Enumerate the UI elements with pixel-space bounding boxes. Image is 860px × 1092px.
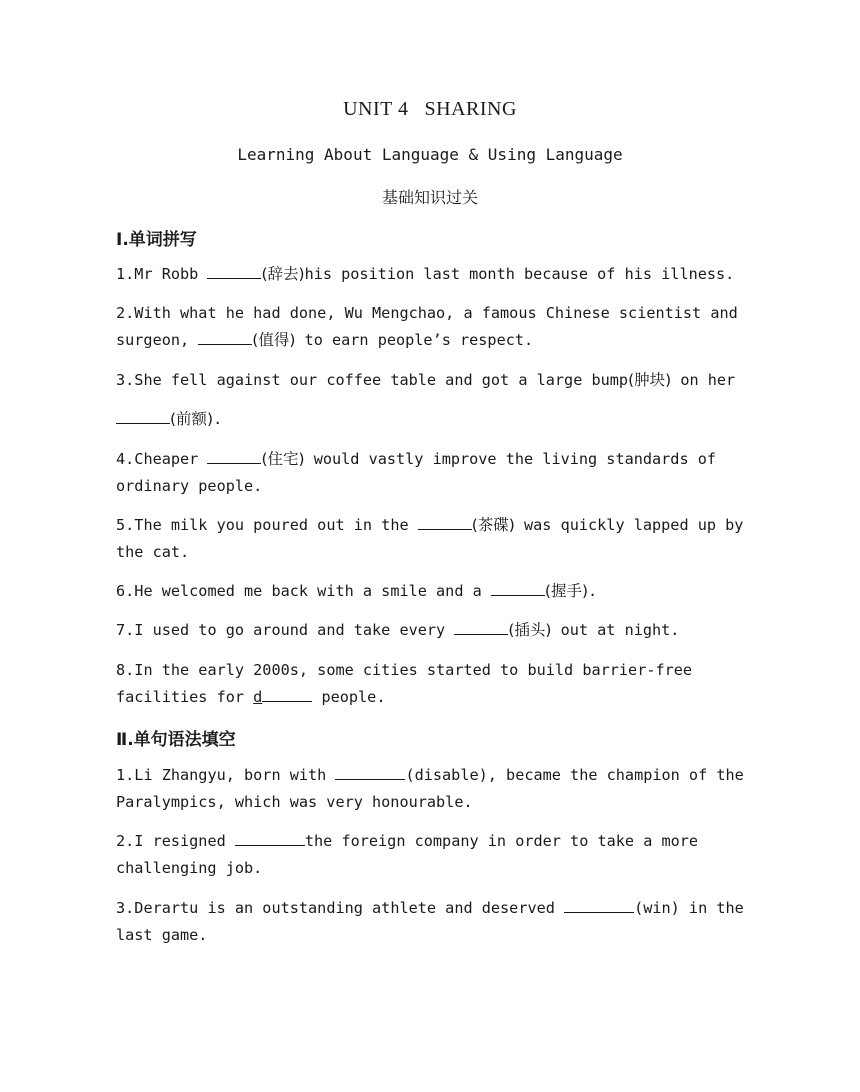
answer-blank[interactable] xyxy=(335,764,405,780)
s1-question-3: 3.She fell against our coffee table and got a large bump(肿块) on her xyxy=(116,371,736,389)
answer-blank[interactable] xyxy=(454,619,508,635)
answer-blank[interactable] xyxy=(564,897,634,913)
s2-question-1: 1.Li Zhangyu, born with (disable), became the champion of the Paralympics, which was very honourable. xyxy=(116,766,744,811)
answer-blank[interactable] xyxy=(235,830,305,846)
s1-question-6: 6.He welcomed me back with a smile and a (握手). xyxy=(116,582,598,600)
s1-question-5: 5.The milk you poured out in the (茶碟) was quickly lapped up by the cat. xyxy=(116,516,744,561)
section-1-title: Ⅰ.单词拼写 xyxy=(116,230,197,250)
answer-blank[interactable] xyxy=(207,263,261,279)
unit-label: UNIT 4 xyxy=(343,98,409,120)
answer-blank[interactable] xyxy=(491,580,545,596)
s1-question-4: 4.Cheaper (住宅) would vastly improve the living standards of ordinary people. xyxy=(116,450,717,495)
answer-blank[interactable] xyxy=(207,448,261,464)
page-subtitle-cn: 基础知识过关 xyxy=(381,188,478,207)
s1-question-7: 7.I used to go around and take every (插头) out at night. xyxy=(116,621,680,639)
page-title xyxy=(0,98,860,121)
unit-topic: SHARING xyxy=(424,98,517,120)
s1-question-2: 2.With what he had done, Wu Mengchao, a famous Chinese scientist and surgeon, (值得) to earn people’s respect. xyxy=(116,304,738,349)
answer-blank[interactable] xyxy=(198,329,252,345)
s2-question-2: 2.I resigned the foreign company in order to take a more challenging job. xyxy=(116,832,699,877)
answer-blank[interactable] xyxy=(116,408,170,424)
s1-question-8: 8.In the early 2000s, some cities started to build barrier-free facilities for d people. xyxy=(116,661,693,706)
page-subtitle: Learning About Language & Using Language xyxy=(237,145,623,164)
answer-blank[interactable] xyxy=(418,514,472,530)
s1-question-3-cont: (前额). xyxy=(116,406,731,433)
s1-question-1: 1.Mr Robb (辞去)his position last month because of his illness. xyxy=(116,265,735,283)
section-2-title: Ⅱ.单句语法填空 xyxy=(116,730,236,750)
s2-question-3: 3.Derartu is an outstanding athlete and deserved (win) in the last game. xyxy=(116,899,744,944)
answer-blank-with-letter[interactable]: d xyxy=(253,688,312,706)
